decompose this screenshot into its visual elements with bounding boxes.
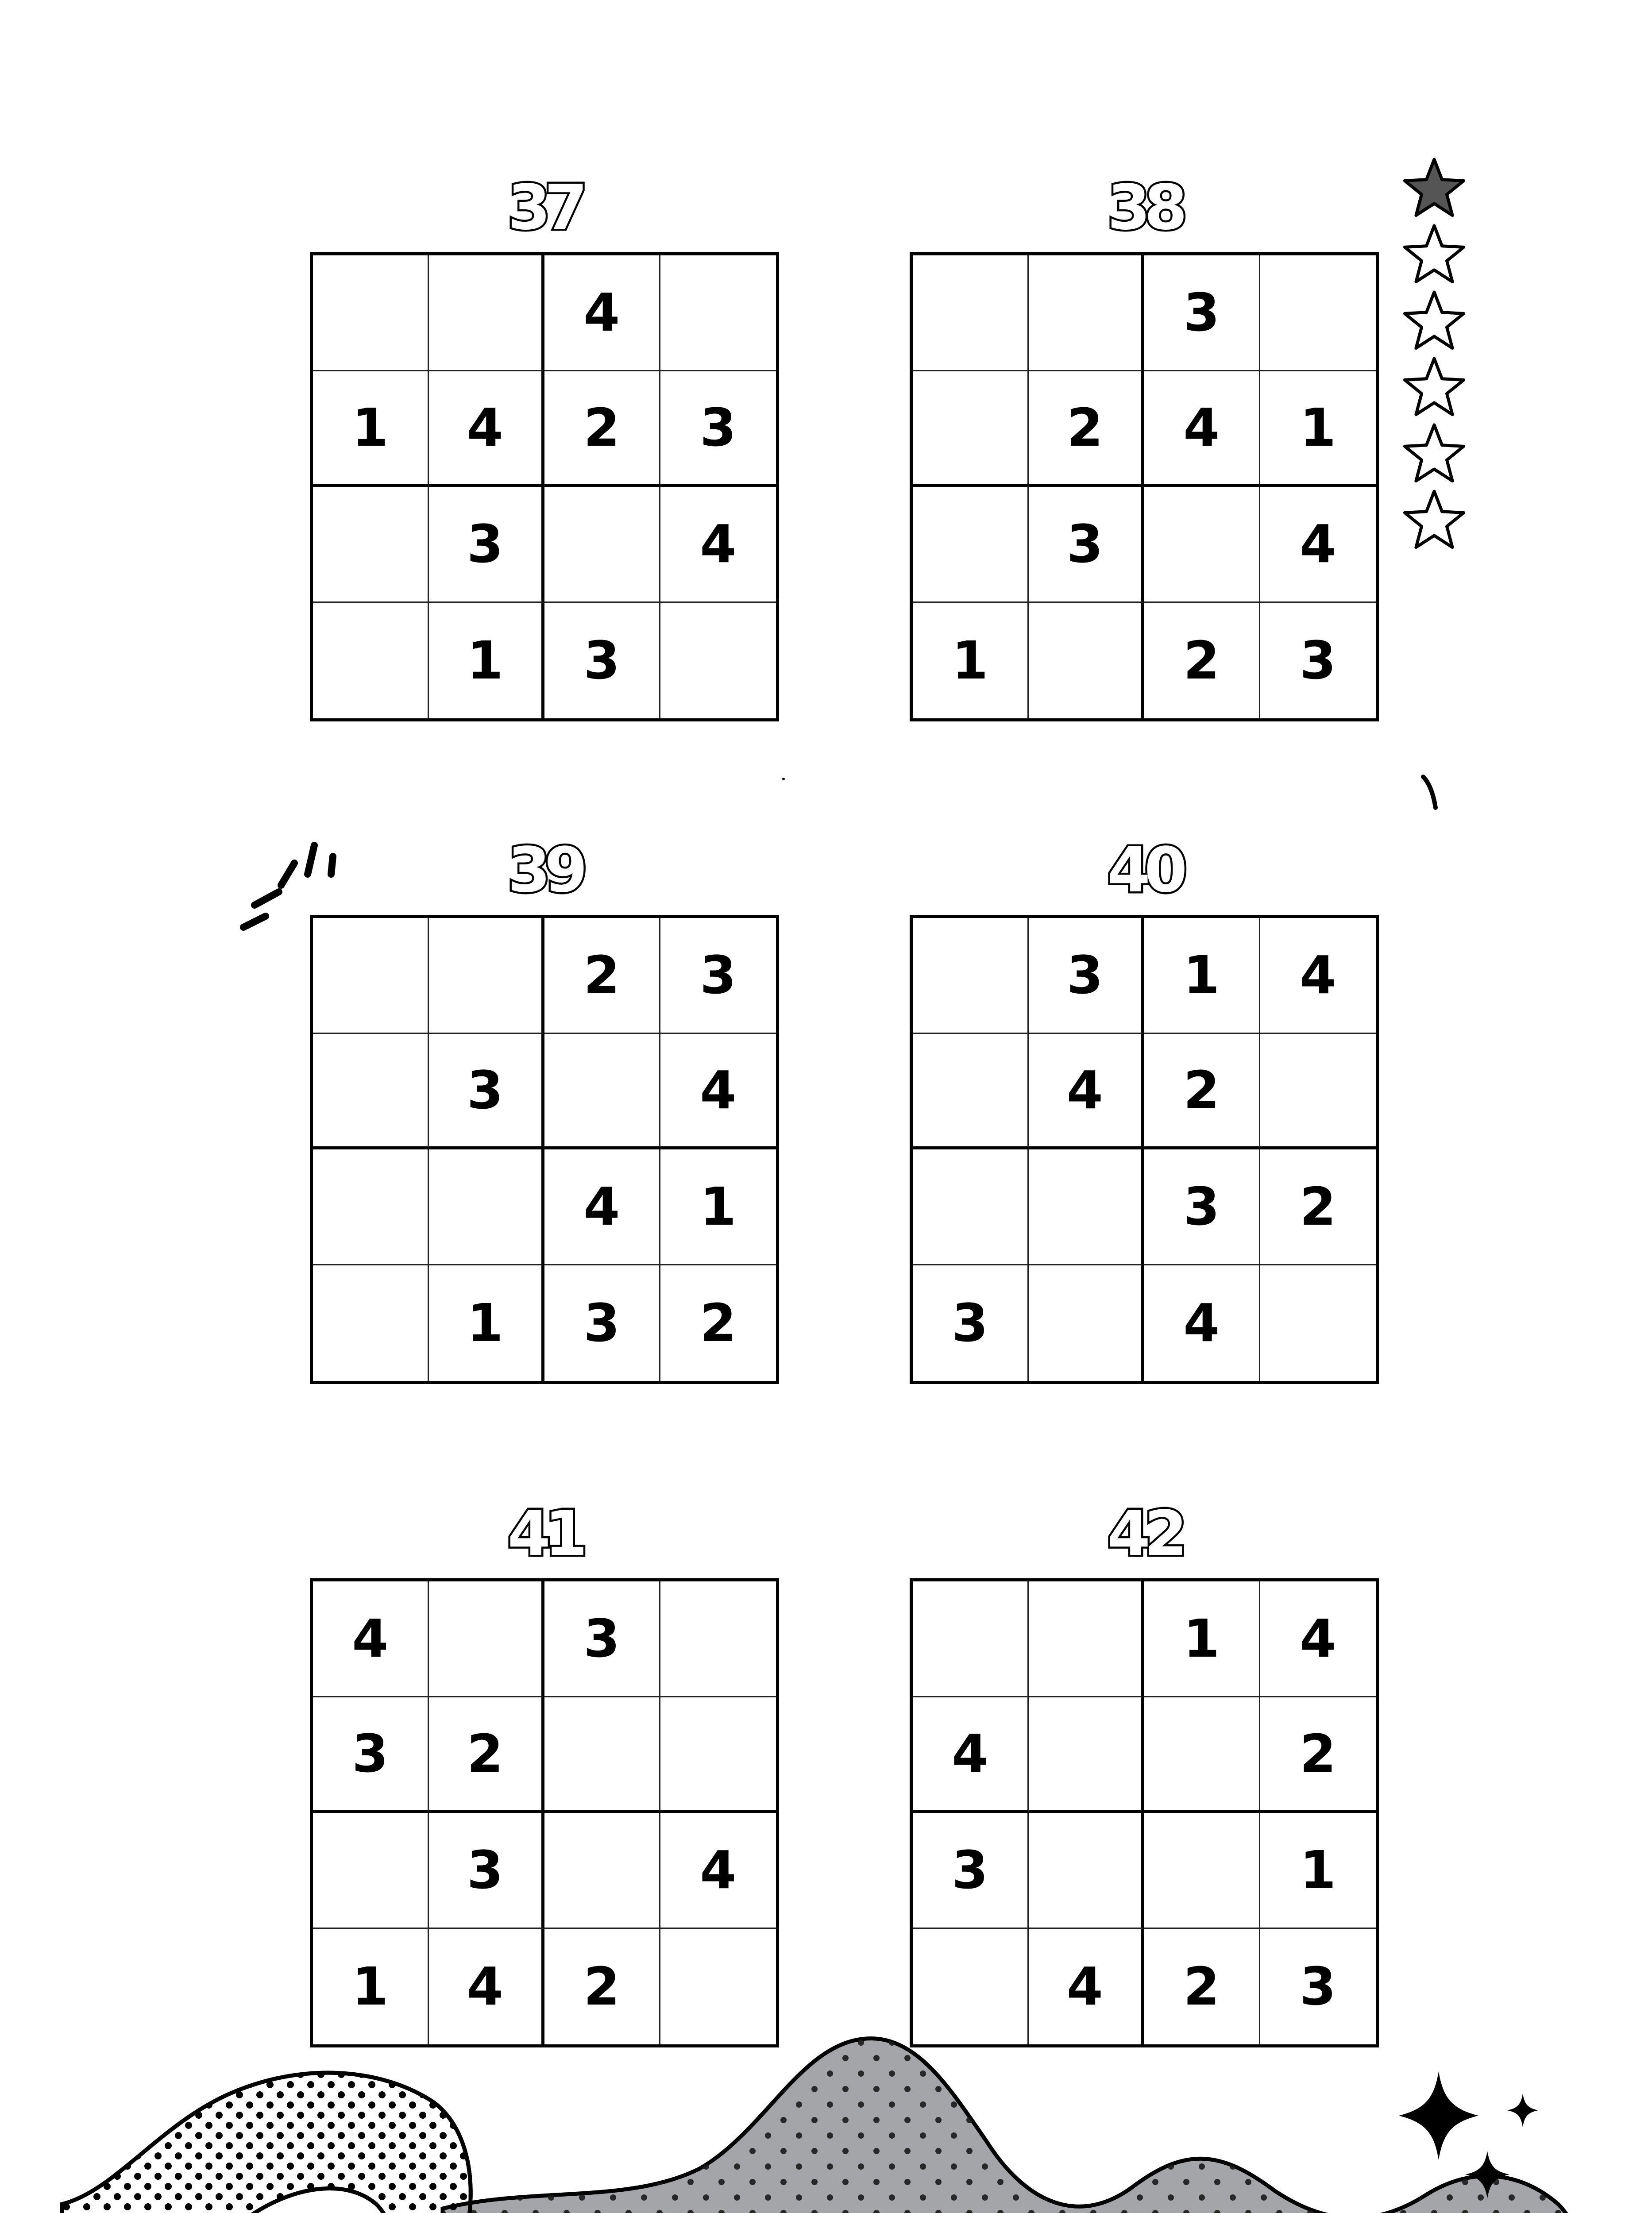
puzzle-number: 38 [1107,172,1181,244]
grid-cell[interactable] [913,1581,1029,1697]
decorative-dot [779,775,788,783]
grid-cell[interactable] [313,1149,429,1265]
grid-cell[interactable] [313,603,429,719]
grid-cell: 4 [1144,1265,1260,1381]
grid-cell: 2 [1260,1149,1376,1265]
grid-cell: 3 [1144,1149,1260,1265]
grid-cell: 2 [1260,1697,1376,1813]
grid-cell: 1 [429,1265,545,1381]
sparkle-lines-icon [235,832,350,938]
grid-cell: 4 [313,1581,429,1697]
grid-cell[interactable] [660,1581,776,1697]
grid-cell: 3 [913,1813,1029,1929]
grid-cell[interactable] [313,255,429,371]
grid-cell: 2 [1144,1034,1260,1150]
grid-cell: 4 [1260,918,1376,1034]
grid-cell[interactable] [660,603,776,719]
grid-cell: 3 [544,1581,660,1697]
grid-cell: 3 [429,487,545,603]
grid-cell: 3 [1029,918,1145,1034]
grid-cell: 1 [1260,1813,1376,1929]
grid-cell[interactable] [429,1149,545,1265]
grid-cell[interactable] [913,255,1029,371]
star-filled-icon [1405,159,1463,216]
decorative-mark [1419,772,1445,812]
grid-cell: 2 [544,918,660,1034]
grid-cell: 3 [544,1265,660,1381]
grid-cell: 1 [1144,1581,1260,1697]
grid-cell: 3 [1300,1956,1336,2017]
grid-cell[interactable] [913,487,1029,603]
grid-cell: 3 [913,1265,1029,1381]
grid-cell: 3 [429,1034,545,1150]
grid-cell[interactable] [1029,1149,1145,1265]
grid-cell: 4 [544,1149,660,1265]
star-empty-icon [1405,425,1463,481]
grid-cell: 4 [429,371,545,487]
grid-cell[interactable] [1029,255,1145,371]
sudoku-grid [910,915,1379,1384]
puzzle-number: 37 [507,172,582,244]
star-empty-icon [1405,491,1463,547]
grid-cell: 4 [544,255,660,371]
grid-cell: 3 [660,918,776,1034]
grid-cell: 4 [1144,371,1260,487]
grid-cell: 4 [660,1034,776,1150]
grid-cell[interactable] [1144,1813,1260,1929]
grid-cell[interactable] [429,918,545,1034]
grid-cell: 4 [660,487,776,603]
grid-cell: 4 [913,1697,1029,1813]
grid-cell[interactable] [313,1813,429,1929]
grid-cell: 1 [313,1929,429,2045]
grid-cell[interactable] [1029,603,1145,719]
sudoku-grid [310,252,779,721]
grid-cell: 4 [1029,1929,1145,2045]
grid-cell[interactable] [913,918,1029,1034]
grid-cell: 1 [313,371,429,487]
grid-cell: 4 [1260,1581,1376,1697]
grid-cell: 4 [1029,1034,1145,1150]
grid-cell: 3 [660,371,776,487]
sudoku-grid [910,252,1379,721]
grid-cell[interactable] [913,1149,1029,1265]
difficulty-rating [1399,157,1470,555]
grid-cell: 3 [313,1697,429,1813]
grid-cell[interactable] [1260,255,1376,371]
grid-cell[interactable] [544,1813,660,1929]
star-empty-icon [1405,359,1463,415]
grid-cell: 3 [544,603,660,719]
grid-cell: 1 [913,603,1029,719]
grid-cell[interactable] [1144,487,1260,603]
star-empty-icon [1405,226,1463,282]
grid-cell[interactable] [313,1265,429,1381]
grid-cell[interactable] [1029,1697,1145,1813]
grid-cell[interactable] [544,1034,660,1150]
sudoku-grid [310,1578,779,2047]
grid-cell[interactable] [429,255,545,371]
grid-cell: 1 [1260,371,1376,487]
grid-cell[interactable] [313,1034,429,1150]
grid-cell[interactable] [1029,1813,1145,1929]
grid-cell: 3 [1029,487,1145,603]
grid-cell: 1 [1144,918,1260,1034]
grid-cell: 4 [1260,487,1376,603]
puzzle-number: 40 [1107,834,1181,906]
grid-cell[interactable] [1029,1581,1145,1697]
grid-cell[interactable] [660,255,776,371]
grid-cell: 3 [429,1813,545,1929]
grid-cell[interactable] [1260,1034,1376,1150]
grid-cell: 2 [1144,603,1260,719]
sudoku-grid [910,1578,1379,2047]
puzzle-number: 41 [507,1498,582,1570]
grid-cell[interactable] [913,371,1029,487]
puzzle-number: 39 [507,834,582,906]
grid-cell[interactable] [544,487,660,603]
puzzle-number: 42 [1107,1498,1181,1570]
grid-cell[interactable] [660,1697,776,1813]
grid-cell: 3 [1300,630,1336,691]
grid-cell: 4 [660,1813,776,1929]
grid-cell: 1 [429,603,545,719]
grid-cell[interactable] [913,1034,1029,1150]
grid-cell: 2 [1029,371,1145,487]
grid-cell: 3 [1144,255,1260,371]
grid-cell: 2 [429,1697,545,1813]
grid-cell: 2 [1144,1929,1260,2045]
sudoku-grid [310,915,779,1384]
grid-cell[interactable] [313,487,429,603]
grid-cell: 2 [700,1292,737,1354]
grid-cell: 2 [544,371,660,487]
sparkle-stars-icon [1390,2067,1558,2213]
grid-cell[interactable] [1144,1697,1260,1813]
grid-cell: 1 [660,1149,776,1265]
grid-cell[interactable] [429,1581,545,1697]
grid-cell[interactable] [1260,1265,1376,1381]
grid-cell[interactable] [544,1697,660,1813]
star-empty-icon [1405,292,1463,348]
grid-cell[interactable] [1029,1265,1145,1381]
grid-cell: 4 [429,1929,545,2045]
grid-cell: 2 [544,1929,660,2045]
